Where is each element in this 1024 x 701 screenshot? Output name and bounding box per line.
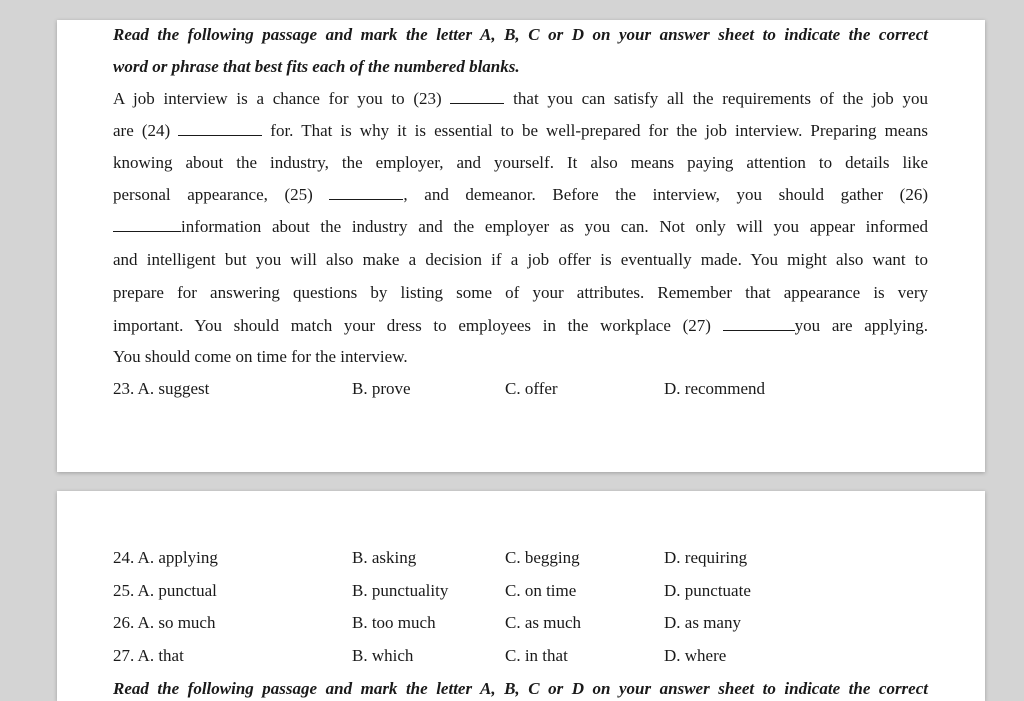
next-instruction: Read the following passage and mark the letter A, B, C or D on your answer sheet to indicate the correct xyxy=(113,679,928,698)
option-a: 24. A. applying xyxy=(113,548,218,567)
instruction-line-2: word or phrase that best fits each of the numbered blanks. xyxy=(113,57,520,76)
option-a: 23. A. suggest xyxy=(113,379,210,398)
passage-text: for. That is why it is essential to be well-prepared for the job interview. Preparing means xyxy=(270,121,929,140)
option-a: 25. A. punctual xyxy=(113,581,217,600)
option-c: C. begging xyxy=(505,548,580,567)
passage-line-1 xyxy=(113,88,928,110)
option-b: B. asking xyxy=(352,548,417,567)
option-c: C. as much xyxy=(505,613,582,632)
page-1 xyxy=(57,20,985,472)
passage-text: that you can satisfy all the requirements of the job you xyxy=(513,89,929,108)
option-b: B. punctuality xyxy=(352,581,449,600)
passage-line-4 xyxy=(113,184,928,206)
blank-27 xyxy=(723,317,795,331)
option-d: D. as many xyxy=(664,613,741,632)
option-a: 26. A. so much xyxy=(113,613,216,632)
passage-line-5 xyxy=(113,216,928,238)
blank-24 xyxy=(178,122,262,136)
instruction-line-1: Read the following passage and mark the letter A, B, C or D on your answer sheet to indicate the correct xyxy=(113,25,928,44)
option-c: C. offer xyxy=(505,379,558,398)
option-a: 27. A. that xyxy=(113,646,184,665)
option-d: D. recommend xyxy=(664,379,766,398)
passage-text: , and demeanor. Before the interview, you should gather (26) xyxy=(403,185,928,204)
option-c: C. in that xyxy=(505,646,568,665)
option-d: D. where xyxy=(664,646,727,665)
passage-line-2 xyxy=(113,120,928,142)
passage-text: information about the industry and the employer as you can. Not only will you appear informed xyxy=(181,217,928,236)
option-d: D. punctuate xyxy=(664,581,751,600)
option-b: B. prove xyxy=(352,379,411,398)
option-c: C. on time xyxy=(505,581,577,600)
passage-line-9: You should come on time for the interview. xyxy=(113,347,408,366)
page-2 xyxy=(57,491,985,701)
blank-25 xyxy=(329,186,403,200)
passage-text: are (24) xyxy=(113,121,171,140)
option-b: B. too much xyxy=(352,613,436,632)
passage-line-6: and intelligent but you will also make a decision if a job offer is eventually made. You might also want to xyxy=(113,250,928,269)
passage-text: personal appearance, (25) xyxy=(113,185,313,204)
passage-text: you are applying. xyxy=(794,316,929,335)
passage-line-7: prepare for answering questions by listing some of your attributes. Remember that appearance is very xyxy=(113,283,928,302)
option-d: D. requiring xyxy=(664,548,748,567)
blank-23 xyxy=(450,90,504,104)
passage-line-8 xyxy=(113,315,928,337)
option-b: B. which xyxy=(352,646,414,665)
passage-text: A job interview is a chance for you to (23) xyxy=(113,89,442,108)
blank-26 xyxy=(113,218,181,232)
passage-text: important. You should match your dress to employees in the workplace (27) xyxy=(113,316,711,335)
passage-line-3: knowing about the industry, the employer, and yourself. It also means paying attention to details like xyxy=(113,153,928,172)
